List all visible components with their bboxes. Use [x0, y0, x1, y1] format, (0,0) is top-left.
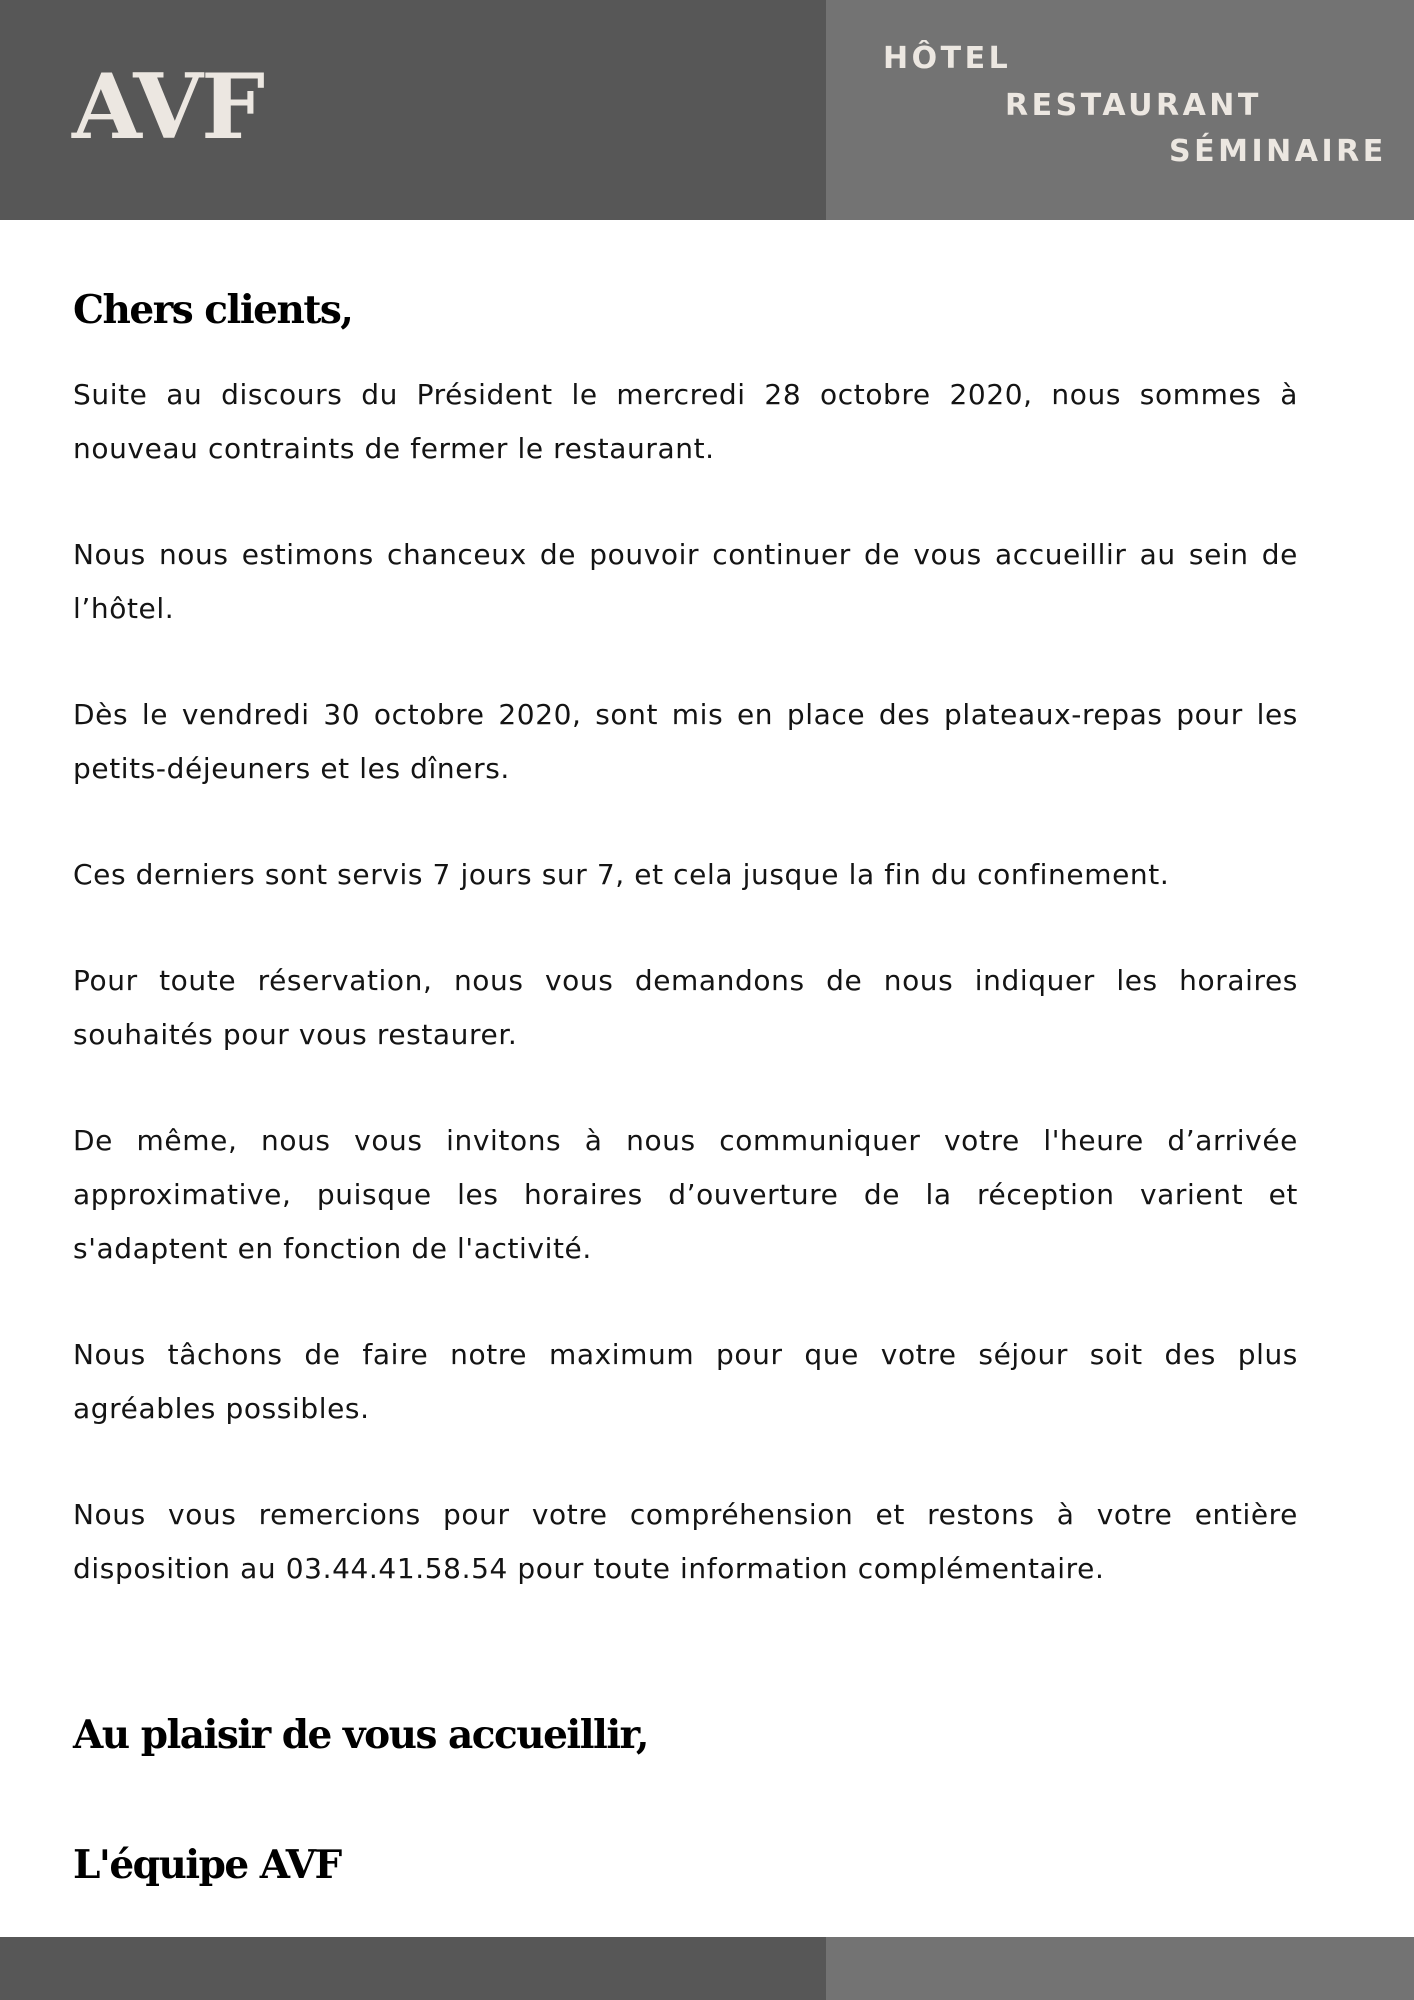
letter-body [73, 280, 1298, 1596]
paragraph-stay: Nous tâchons de faire notre maximum pour que votre séjour soit des plus agréables possibles. [73, 1338, 1298, 1425]
paragraph-contact: Nous vous remercions pour votre compréhension et restons à votre entière disposition au 03.44.41.58.54 pour toute information complémentaire. [73, 1498, 1298, 1585]
paragraph-hotel-open: Nous nous estimons chanceux de pouvoir continuer de vous accueillir au sein de l’hôtel. [73, 538, 1298, 625]
tagline-restaurant: RESTAURANT [1005, 88, 1262, 123]
paragraph-reservation: Pour toute réservation, nous vous demandons de nous indiquer les horaires souhaités pour vous restaurer. [73, 964, 1298, 1051]
greeting: Chers clients, [73, 287, 353, 333]
avf-logo: AVF [72, 54, 264, 160]
paragraph-closure-announcement: Suite au discours du Président le mercredi 28 octobre 2020, nous sommes à nouveau contraints de fermer le restaurant. [73, 378, 1298, 465]
paragraph-service-days: Ces derniers sont servis 7 jours sur 7, et cela jusque la fin du confinement. [73, 858, 1170, 891]
tagline-hotel: HÔTEL [883, 41, 1012, 76]
paragraph-arrival-time: De même, nous vous invitons à nous communiquer votre l'heure d’arrivée approximative, puisque les horaires d’ouverture de la réception varient et s'adaptent en fonction de l'activité. [73, 1124, 1298, 1265]
closing-line: Au plaisir de vous accueillir, [73, 1712, 648, 1758]
footer-light-band [826, 1937, 1414, 2000]
signature: L'équipe AVF [73, 1842, 341, 1888]
footer-dark-band [0, 1937, 826, 2000]
paragraph-meal-trays: Dès le vendredi 30 octobre 2020, sont mis en place des plateaux-repas pour les petits-déjeuners et les dîners. [73, 698, 1298, 785]
tagline-seminaire: SÉMINAIRE [1169, 134, 1387, 169]
letterhead [0, 0, 1414, 220]
